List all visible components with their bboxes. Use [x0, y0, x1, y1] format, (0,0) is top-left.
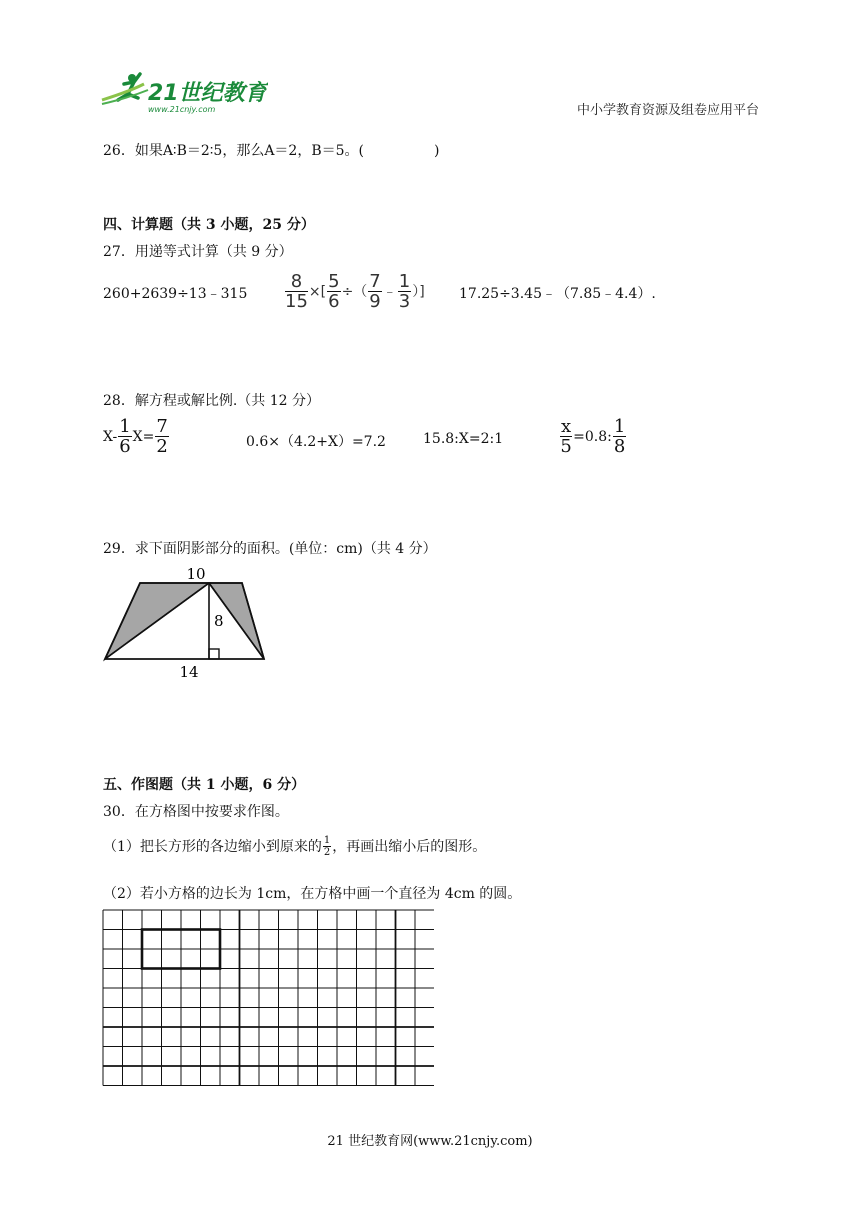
q30-part-1: （1）把长方形的各边缩小到原来的 $\frac{1}{2}$ ，再画出缩小后的图形。 [103, 835, 487, 858]
logo-url: www.21cnjy.com [148, 105, 216, 114]
question-27-title: 27．用递等式计算（共 9 分） [103, 244, 293, 260]
question-28-title: 28．解方程或解比例.（共 12 分） [103, 393, 320, 409]
question-30-title: 30．在方格图中按要求作图。 [103, 804, 289, 820]
fraction: $\frac{1}{2}$ [323, 835, 331, 858]
q28-eq-1: X- $\frac{1}{6}$ X= $\frac{7}{2}$ [103, 416, 168, 457]
section-5-title: 五、作图题（共 1 小题，6 分） [103, 777, 306, 793]
footer: 21 世纪教育网(www.21cnjy.com) [327, 1134, 533, 1149]
q28-eq-3: 15.8:X=2:1 [423, 431, 504, 447]
height-label: 8 [214, 612, 224, 630]
q27-expr-2: $\frac{8}{15}$ ×[ $\frac{5}{6}$ ÷（ $\frac{7}{9}$ ﹣ $\frac{1}{3}$ ）] [285, 271, 425, 312]
section-4-title: 四、计算题（共 3 小题，25 分） [103, 217, 315, 233]
question-26: 26．如果A∶B＝2∶5，那么A＝2，B＝5。( ) [103, 143, 440, 159]
platform-label: 中小学教育资源及组卷应用平台 [577, 103, 760, 118]
site-logo [98, 70, 268, 114]
logo-text: 21世纪教育 [148, 81, 267, 106]
fraction: $\frac{1}{3}$ [398, 271, 411, 312]
q27-expr-1: 260+2639÷13﹣315 [103, 286, 248, 302]
runner-logo-icon [98, 70, 268, 114]
fraction: $\frac{7}{2}$ [156, 416, 168, 457]
bottom-length-label: 14 [179, 663, 199, 681]
fraction: $\frac{1}{8}$ [613, 416, 626, 457]
top-length-label: 10 [186, 565, 206, 583]
square-grid [102, 909, 434, 1093]
q28-eq-4: $\frac{x}{5}$ =0.8: $\frac{1}{8}$ [560, 416, 626, 457]
q27-expr-3: 17.25÷3.45﹣（7.85﹣4.4）. [459, 286, 656, 302]
q28-eq-2: 0.6×（4.2+X）=7.2 [246, 434, 386, 450]
q30-part-2: （2）若小方格的边长为 1cm，在方格中画一个直径为 4cm 的圆。 [103, 886, 522, 902]
fraction: $\frac{5}{6}$ [328, 271, 340, 312]
trapezoid-figure [100, 562, 280, 688]
question-29-title: 29．求下面阴影部分的面积。(单位：cm)（共 4 分） [103, 541, 437, 557]
fraction: $\frac{8}{15}$ [285, 271, 308, 312]
fraction: $\frac{7}{9}$ [369, 271, 381, 312]
fraction: $\frac{x}{5}$ [560, 416, 572, 457]
fraction: $\frac{1}{6}$ [119, 416, 131, 457]
